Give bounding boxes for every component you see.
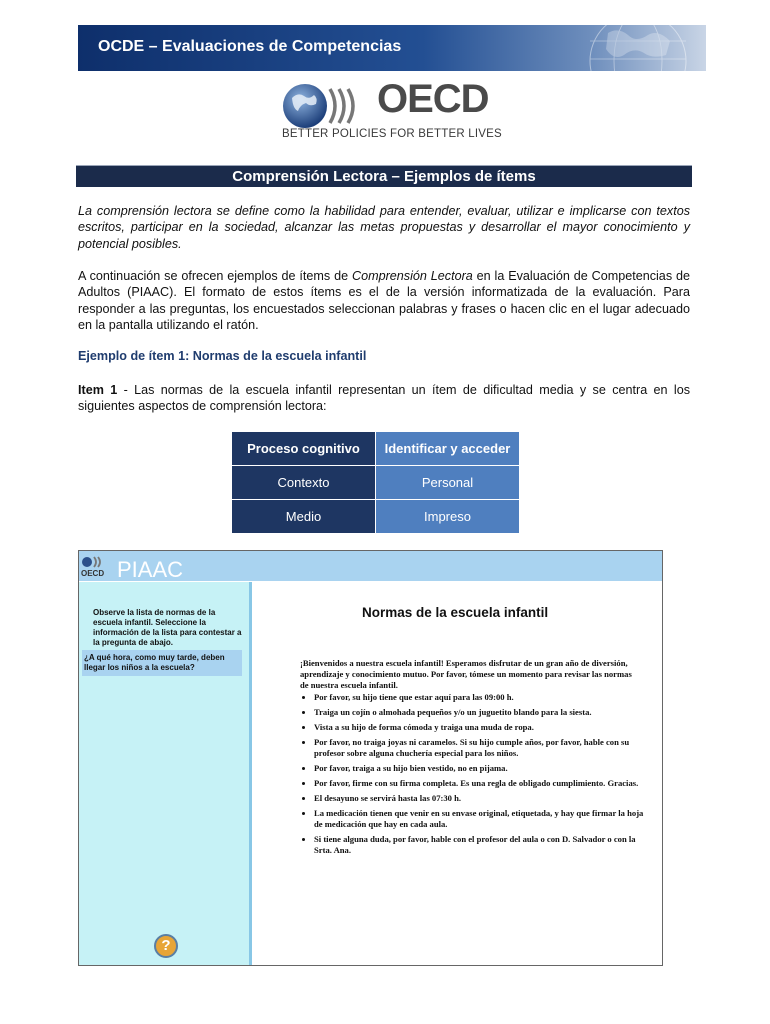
list-item[interactable]: • Si tiene alguna duda, por favor, hable con el profesor del aula o con D. Salvador o con la Srta. Ana. [314,834,644,856]
piaac-brand: PIAAC [117,557,184,582]
table-cell-value: Impreso [376,500,520,534]
example-heading: Ejemplo de ítem 1: Normas de la escuela infantil [78,349,367,363]
piaac-header [79,551,662,581]
list-item[interactable]: • Por favor, firme con su firma completa. Es una regla de obligado cumplimiento. Gracias. [314,778,644,789]
piaac-question: ¿A qué hora, como muy tarde, deben llegar los niños a la escuela? [82,650,242,676]
item-description [78,382,690,415]
intro-text-start: A continuación se ofrecen ejemplos de ítems de [78,269,352,283]
banner-title: OCDE – Evaluaciones de Competencias [98,38,402,55]
table-cell-label: Medio [232,500,376,534]
table-cell-value: Personal [376,466,520,500]
list-item[interactable]: • El desayuno se servirá hasta las 07:30 h. [314,793,644,804]
table-cell-label: Proceso cognitivo [232,432,376,466]
globe-map-icon [578,21,698,75]
oecd-small-logo [81,554,111,580]
table-row [232,466,520,500]
intro-text-end: en la Evaluación de Competencias de Adultos (PIAAC). El formato de estos ítems es el de la versión informatizada de la evaluación. Para responder a las preguntas, los encuestados seleccionan palabras y frases o hacen clic en el lugar adecuado en la pantalla utilizando el ratón. [78,269,690,333]
list-item[interactable]: • Vista a su hijo de forma cómoda y traiga una muda de ropa. [314,722,644,733]
intro-emphasis: Comprensión Lectora [351,269,473,283]
definition-paragraph: La comprensión lectora se define como la habilidad para entender, evaluar, utilizar e implicarse con textos escritos, participar en la sociedad, alcanzar las metas propuestas y desarrollar el mayor conocimiento y potencial posibles. [78,204,690,251]
header-banner [78,25,706,71]
list-item[interactable]: • Por favor, no traiga joyas ni caramelos. Si su hijo cumple años, por favor, hable con su profesor sobre alguna chuchería especial para los niños. [314,737,644,759]
document-title: Normas de la escuela infantil [362,605,549,620]
piaac-item-screenshot [78,550,663,966]
list-item[interactable]: • La medicación tienen que venir en su envase original, etiquetada, y hay que firmar la hoja de medicación que hay en cada aula. [314,808,644,830]
table-row [232,432,520,466]
rules-list [300,692,644,860]
help-icon[interactable]: ? [154,934,178,958]
table-cell-label: Contexto [232,466,376,500]
piaac-instructions: Observe la lista de normas de la escuela infantil. Seleccione la información de la lista para contestar a la pregunta de abajo. [93,608,242,647]
table-cell-value: Identificar y acceder [376,432,520,466]
list-item[interactable]: • Traiga un cojín o almohada pequeños y/o un juguetito blando para la siesta. [314,707,644,718]
intro-paragraph [78,268,690,334]
table-row [232,500,520,534]
item-text: - Las normas de la escuela infantil representan un ítem de dificultad media y se centra en los siguientes aspectos de comprensión lectora: [78,383,690,414]
list-item[interactable]: • Por favor, su hijo tiene que estar aquí para las 09:00 h. [314,692,644,703]
oecd-small-logo-text: OECD [81,569,105,578]
piaac-question-panel [79,582,252,965]
item-aspects-table [231,431,520,534]
item-label: Item 1 [78,383,118,397]
oecd-wordmark: OECD [377,77,489,121]
list-item[interactable]: • Por favor, traiga a su hijo bien vestido, no en pijama. [314,763,644,774]
document-intro[interactable]: ¡Bienvenidos a nuestra escuela infantil! Esperamos disfrutar de un gran año de diversión, aprendizaje y conocimiento mutuo. Por favor, tómese un momento para revisar las normas de nuestra escuela infantil. [300,658,632,690]
section-title: Comprensión Lectora – Ejemplos de ítems [76,165,692,187]
oecd-logo [282,77,502,145]
oecd-globe-icon [282,83,372,129]
oecd-tagline: BETTER POLICIES FOR BETTER LIVES [282,128,502,140]
